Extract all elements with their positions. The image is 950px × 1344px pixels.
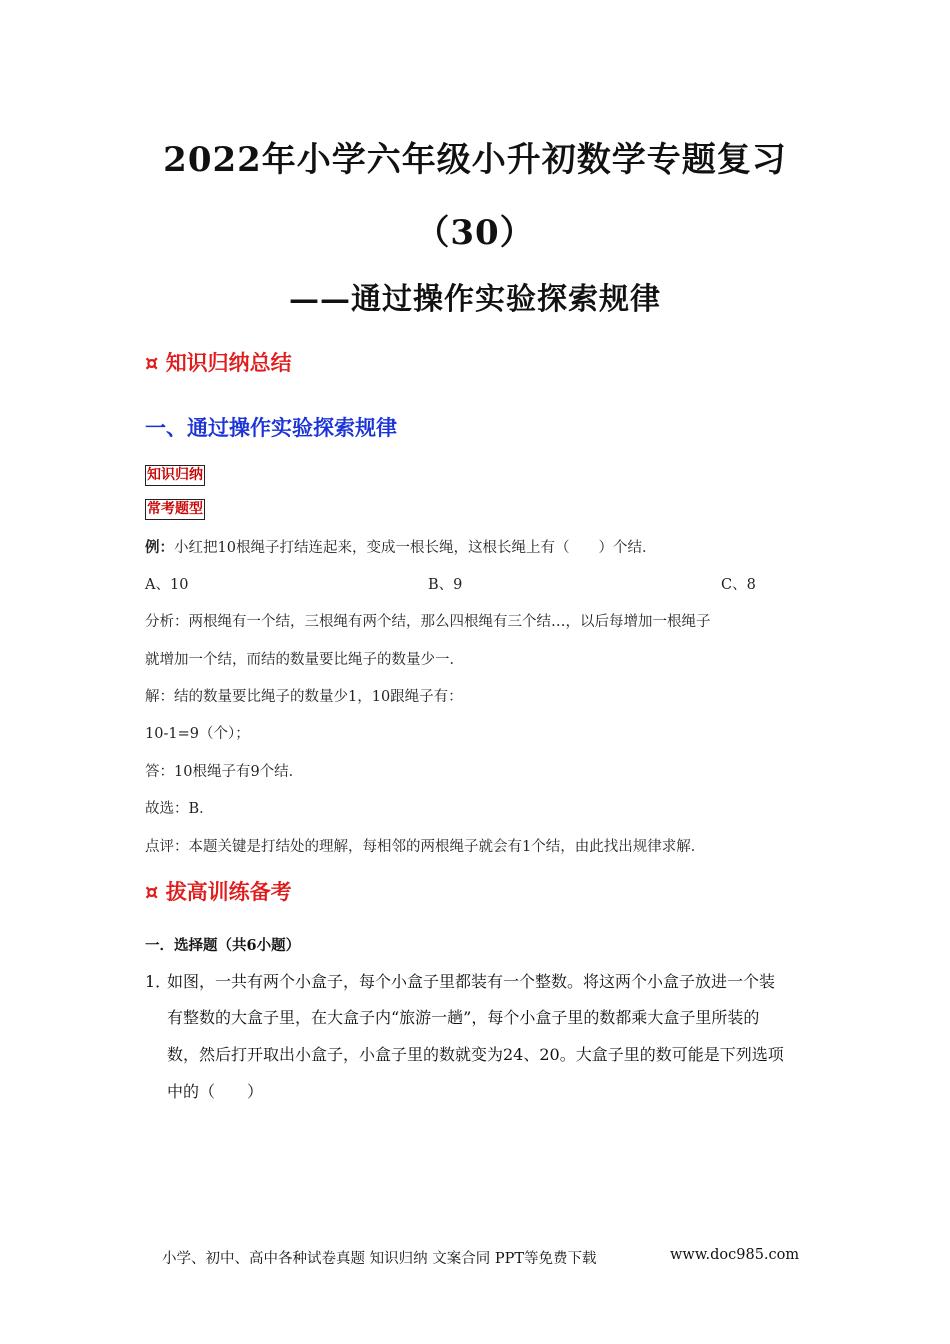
doc-title-line1: 2022年小学六年级小升初数学专题复习 xyxy=(163,140,787,180)
section-heading-text: 知识归纳总结 xyxy=(165,351,292,375)
question-line-2: 有整数的大盒子里，在大盒子内“旅游一趟”，每个小盒子里的数都乘大盒子里所装的 xyxy=(167,1008,760,1027)
tag-common-questions: 常考题型 xyxy=(145,499,205,520)
question-number: 1． xyxy=(145,972,172,991)
doc-subtitle xyxy=(0,274,950,318)
topic-heading: 一、通过操作实验探索规律 xyxy=(145,416,397,440)
choice-section-heading: 一．选择题（共6小题） xyxy=(145,937,301,954)
section-heading-text: 拔高训练备考 xyxy=(165,880,292,904)
section-marker-icon: ¤ xyxy=(145,351,159,375)
footer-text: 小学、初中、高中各种试卷真题 知识归纳 文案合同 PPT等免费下载 xyxy=(162,1251,597,1267)
option-a: A、10 xyxy=(145,577,189,593)
choice-line: 故选：B． xyxy=(145,801,214,817)
analysis-line-1: 分析：两根绳有一个结，三根绳有两个结，那么四根绳有三个结…，以后每增加一根绳子 xyxy=(145,614,711,630)
question-line-1: 如图，一共有两个小盒子，每个小盒子里都装有一个整数。将这两个小盒子放进一个装 xyxy=(167,972,776,991)
question-line-3: 数，然后打开取出小盒子，小盒子里的数就变为24、20。大盒子里的数可能是下列选项 xyxy=(167,1045,784,1064)
example-label: 例： xyxy=(145,539,174,556)
doc-title-line2: （30） xyxy=(415,213,535,253)
example-question-text: 小红把10根绳子打结连起来，变成一根长绳，这根长绳上有（ ）个结． xyxy=(174,540,657,556)
footer-site: www.doc985.com xyxy=(670,1247,800,1263)
answer-line: 答：10根绳子有9个结． xyxy=(145,764,304,780)
option-b: B、9 xyxy=(428,577,463,593)
question-line-4: 中的（ ） xyxy=(167,1082,264,1101)
option-c: C、8 xyxy=(721,577,756,593)
section-advanced-training xyxy=(145,876,292,906)
section-knowledge-summary xyxy=(145,347,292,377)
example-question xyxy=(145,536,656,557)
calculation-line: 10-1=9（个）； xyxy=(145,726,250,742)
tag-knowledge: 知识归纳 xyxy=(145,465,205,486)
doc-subtitle-text: ——通过操作实验探索规律 xyxy=(289,282,661,317)
solution-line: 解：结的数量要比绳子的数量少1，10跟绳子有： xyxy=(145,689,463,705)
comment-line: 点评：本题关键是打结处的理解，每相邻的两根绳子就会有1个结，由此找出规律求解． xyxy=(145,839,706,855)
analysis-line-2: 就增加一个结，而结的数量要比绳子的数量少一． xyxy=(145,652,464,668)
section-marker-icon: ¤ xyxy=(145,880,159,904)
